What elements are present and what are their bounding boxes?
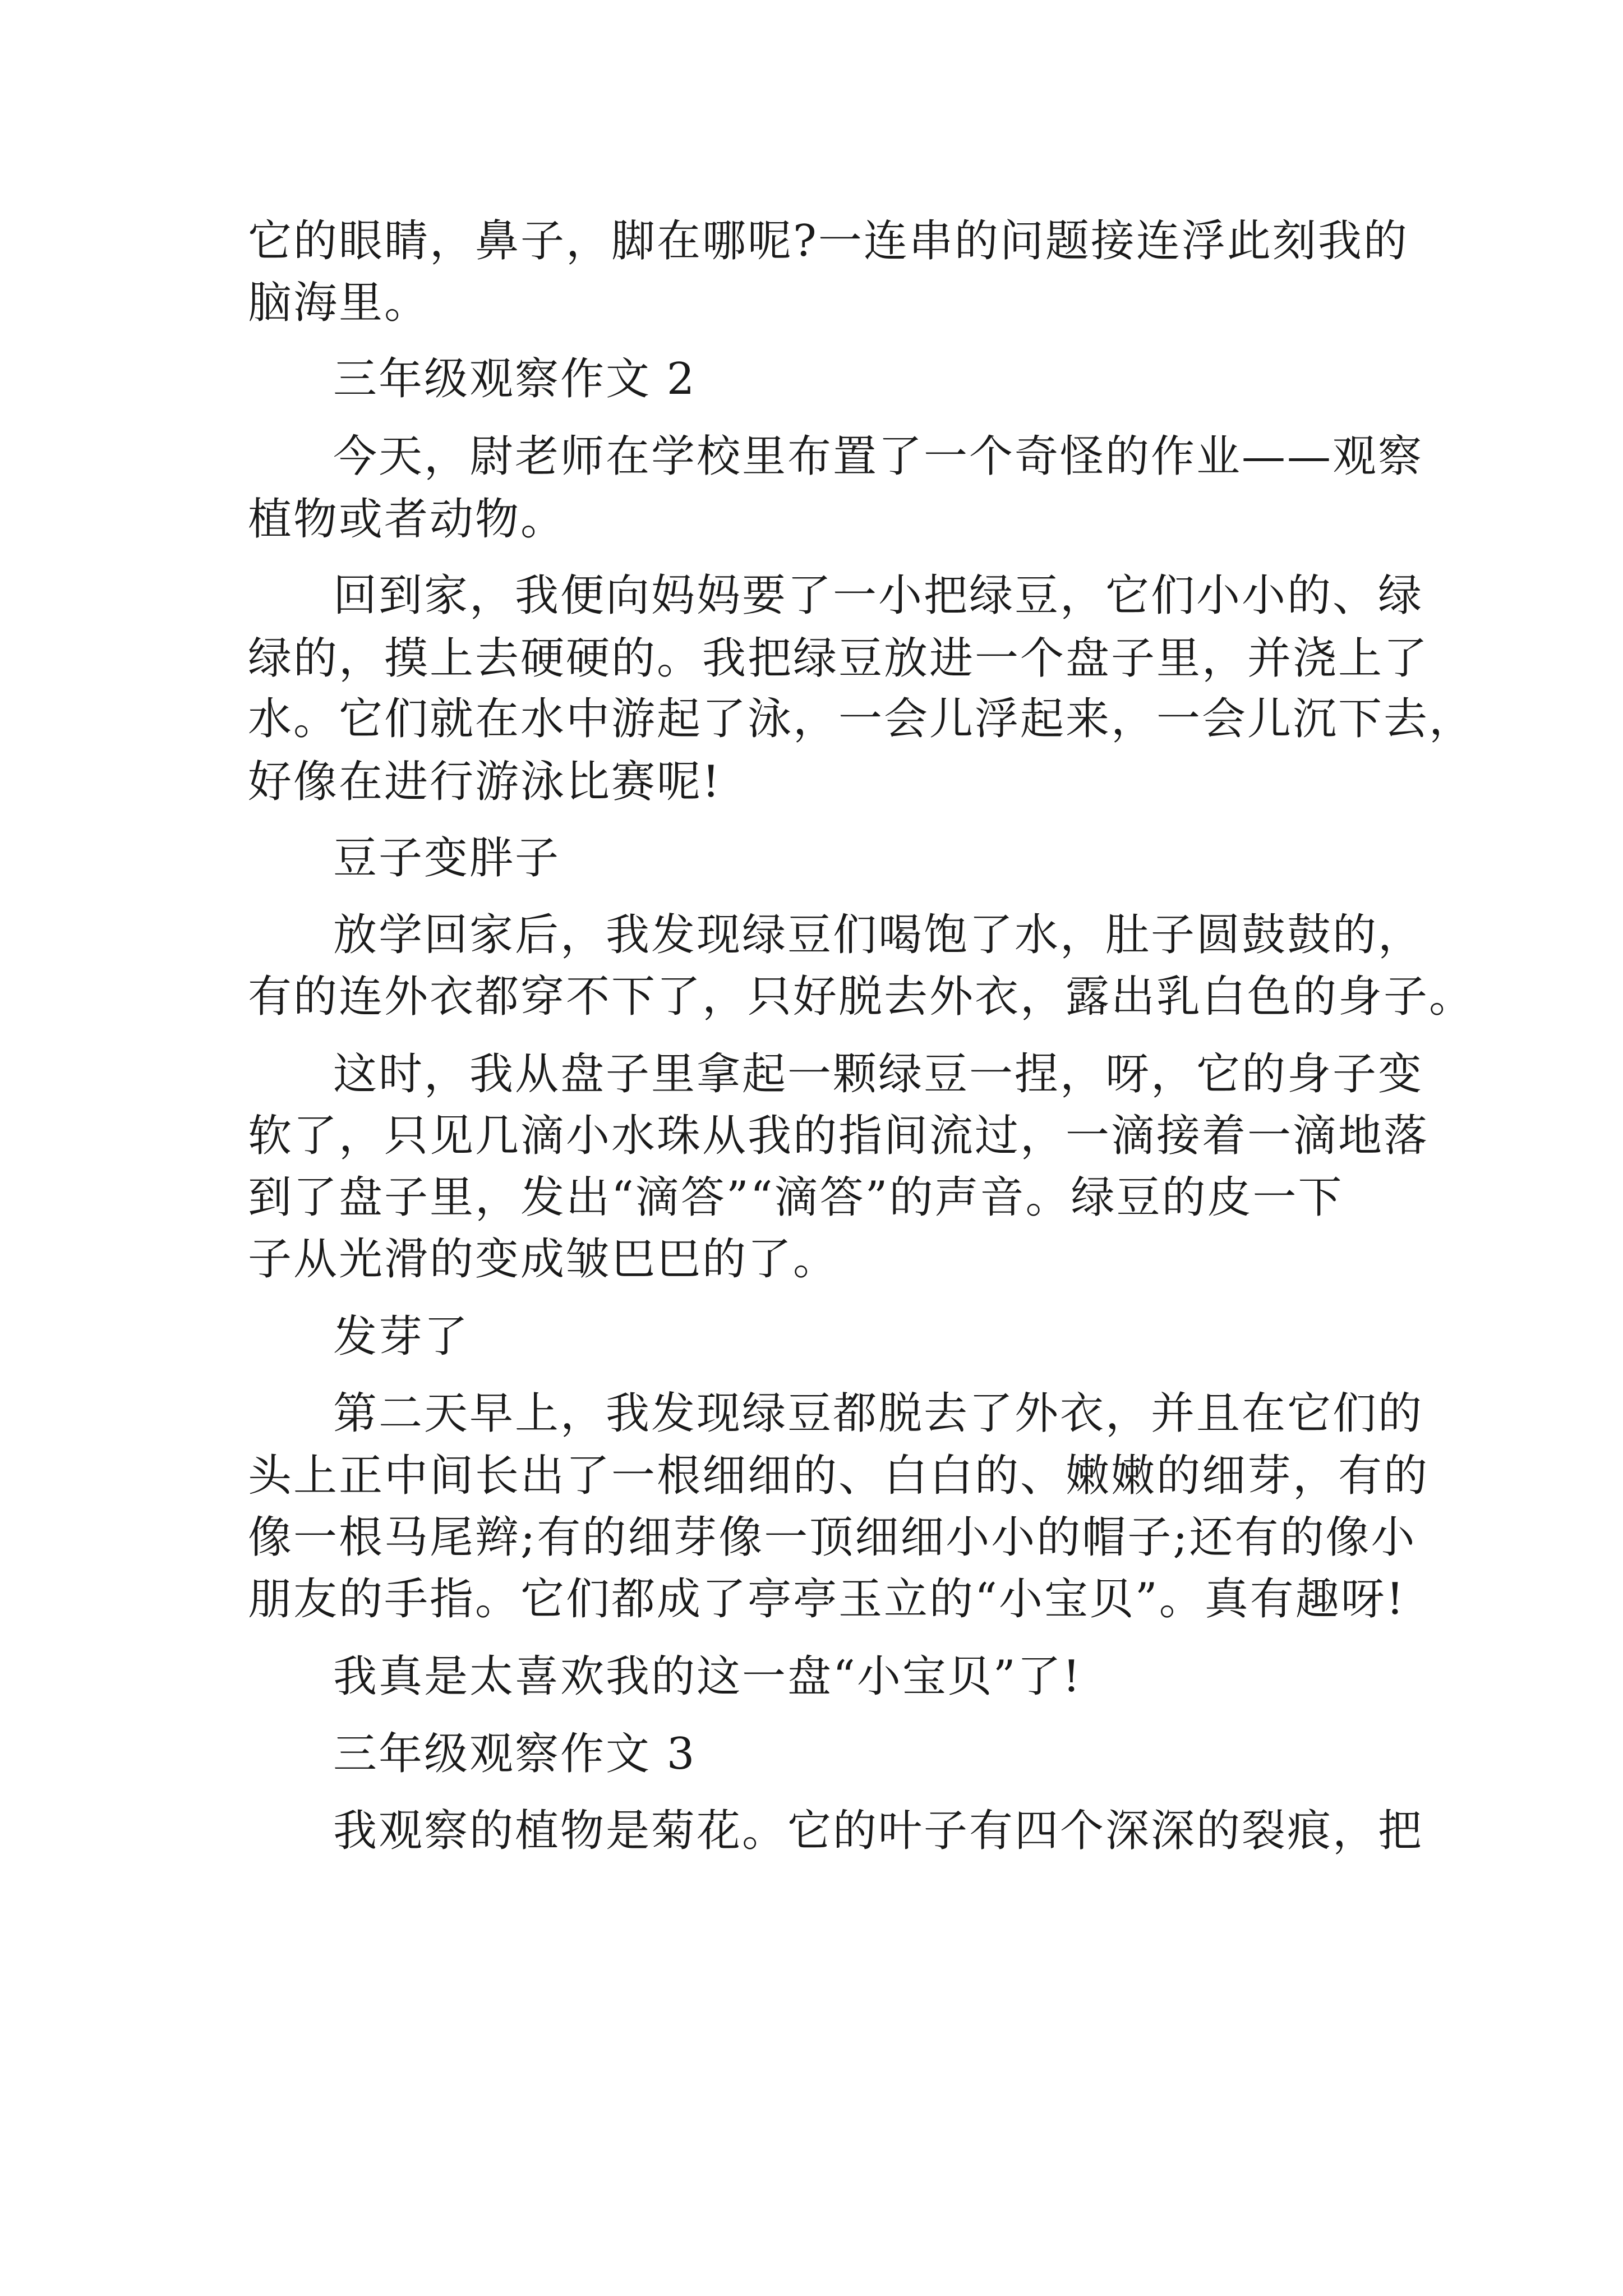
text-line: 我观察的植物是菊花。它的叶子有四个深深的裂痕，把 bbox=[333, 1806, 1424, 1856]
text-line: 朋友的手指。它们都成了亭亭玉立的“小宝贝”。真有趣呀! bbox=[248, 1574, 1406, 1625]
text-line: 水。它们就在水中游起了泳，一会儿浮起来，一会儿沉下去， bbox=[248, 694, 1475, 744]
text-line: 今天，尉老师在学校里布置了一个奇怪的作业——观察 bbox=[333, 431, 1424, 482]
text-line: 子从光滑的变成皱巴巴的了。 bbox=[248, 1234, 839, 1285]
section-heading: 三年级观察作文 2 bbox=[333, 354, 697, 404]
text-line: 头上正中间长出了一根细细的、白白的、嫩嫩的细芽，有的 bbox=[248, 1451, 1430, 1501]
text-line: 回到家，我便向妈妈要了一小把绿豆，它们小小的、绿 bbox=[333, 570, 1424, 621]
text-line: 我真是太喜欢我的这一盘“小宝贝”了! bbox=[333, 1651, 1082, 1702]
text-line: 脑海里。 bbox=[248, 278, 430, 328]
text-line: 第二天早上，我发现绿豆都脱去了外衣，并且在它们的 bbox=[333, 1388, 1424, 1439]
text-line: 像一根马尾辫;有的细芽像一顶细细小小的帽子;还有的像小 bbox=[248, 1512, 1417, 1563]
subheading: 发芽了 bbox=[333, 1312, 470, 1362]
text-line: 有的连外衣都穿不下了，只好脱去外衣，露出乳白色的身子。 bbox=[248, 972, 1475, 1022]
section-heading: 三年级观察作文 3 bbox=[333, 1729, 697, 1779]
text-line: 好像在进行游泳比赛呢! bbox=[248, 757, 722, 807]
text-line: 这时，我从盘子里拿起一颗绿豆一捏，呀，它的身子变 bbox=[333, 1049, 1424, 1099]
text-line: 到了盘子里，发出“滴答”“滴答”的声音。绿豆的皮一下 bbox=[248, 1172, 1344, 1223]
subheading: 豆子变胖子 bbox=[333, 833, 561, 884]
text-line: 放学回家后，我发现绿豆们喝饱了水，肚子圆鼓鼓的， bbox=[333, 910, 1424, 960]
text-line: 植物或者动物。 bbox=[248, 494, 566, 545]
text-line: 软了，只见几滴小水珠从我的指间流过，一滴接着一滴地落 bbox=[248, 1111, 1430, 1161]
text-line: 它的眼睛，鼻子，脚在哪呢?一连串的问题接连浮此刻我的 bbox=[248, 216, 1409, 266]
text-line: 绿的，摸上去硬硬的。我把绿豆放进一个盘子里，并浇上了 bbox=[248, 633, 1430, 684]
